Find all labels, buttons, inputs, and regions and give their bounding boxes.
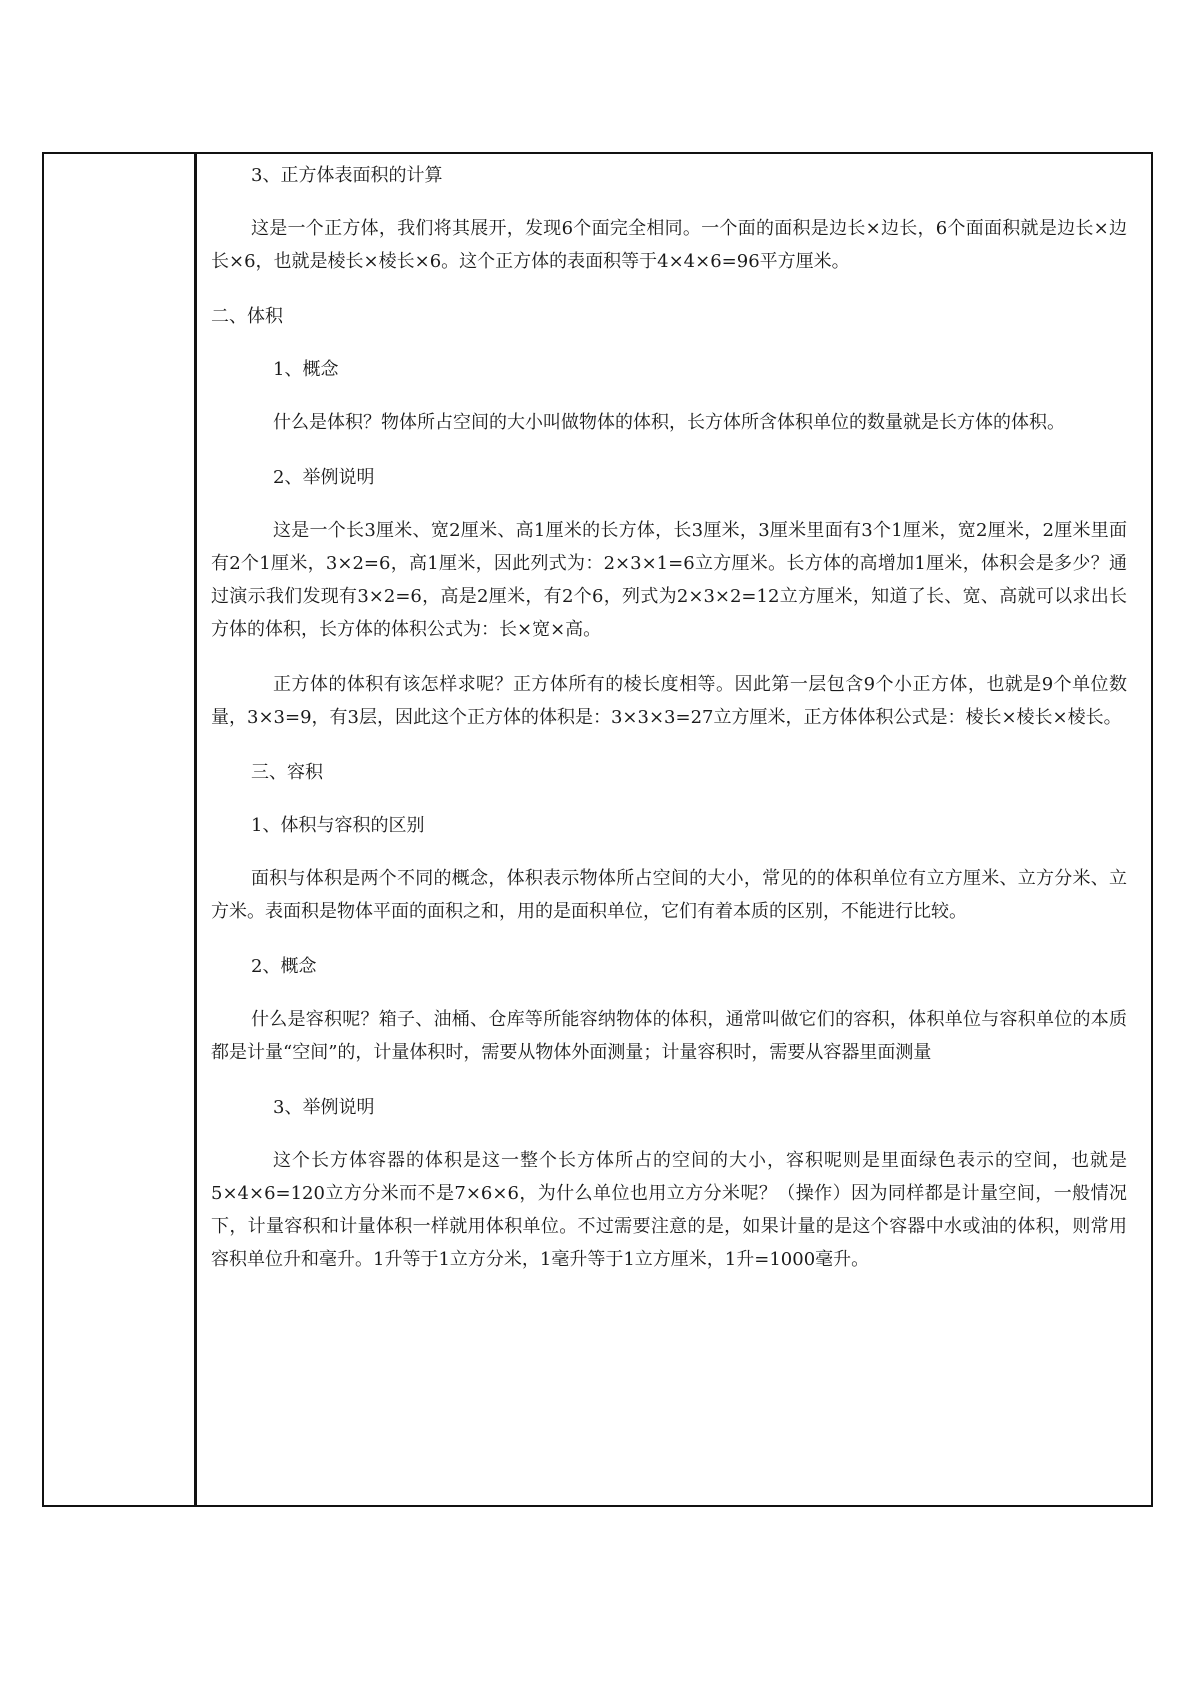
left-empty-cell: [43, 153, 196, 1506]
section-heading-volume: 二、体积: [211, 306, 283, 327]
paragraph-volume-vs-capacity: 面积与体积是两个不同的概念，体积表示物体所占空间的大小，常见的的体积单位有立方厘米、立方分米、立方米。表面积是物体平面的面积之和，用的是面积单位，它们有着本质的区别，不能进行比较。: [211, 868, 1127, 922]
subheading-cube-surface-area: 3、正方体表面积的计算: [251, 165, 443, 186]
subheading-volume-example: 2、举例说明: [273, 467, 375, 488]
subheading-volume-vs-capacity: 1、体积与容积的区别: [251, 815, 425, 836]
paragraph-capacity-concept: 什么是容积呢？箱子、油桶、仓库等所能容纳物体的体积，通常叫做它们的容积，体积单位与容积单位的本质都是计量“空间”的，计量体积时，需要从物体外面测量；计量容积时，需要从容器里面测量: [211, 1009, 1127, 1063]
subheading-capacity-concept: 2、概念: [251, 956, 317, 977]
paragraph-cuboid-volume-example: 这是一个长3厘米、宽2厘米、高1厘米的长方体，长3厘米，3厘米里面有3个1厘米，宽2厘米，2厘米里面有2个1厘米，3×2=6，高1厘米，因此列式为：2×3×1=6立方厘米。长方体的高增加1厘米，体积会是多少？通过演示我们发现有3×2=6，高是2厘米，有2个6，列式为2×3×2=12立方厘米，知道了长、宽、高就可以求出长方体的体积，长方体的体积公式为：长×宽×高。: [211, 520, 1127, 640]
paragraph-cube-surface-area: 这是一个正方体，我们将其展开，发现6个面完全相同。一个面的面积是边长×边长，6个面面积就是边长×边长×6，也就是棱长×棱长×6。这个正方体的表面积等于4×4×6=96平方厘米。: [211, 218, 1127, 272]
content-body: [197, 154, 1151, 1276]
paragraph-cube-volume-example: 正方体的体积有该怎样求呢？正方体所有的棱长度相等。因此第一层包含9个小正方体，也就是9个单位数量，3×3=9，有3层，因此这个正方体的体积是：3×3×3=27立方厘米，正方体体积公式是：棱长×棱长×棱长。: [211, 674, 1127, 728]
subheading-capacity-example: 3、举例说明: [273, 1097, 375, 1118]
table-row: [43, 153, 1152, 1506]
section-heading-capacity: 三、容积: [251, 762, 323, 783]
paragraph-volume-concept: 什么是体积？物体所占空间的大小叫做物体的体积，长方体所含体积单位的数量就是长方体的体积。: [273, 412, 1065, 433]
lesson-table: [42, 152, 1153, 1507]
paragraph-capacity-example: 这个长方体容器的体积是这一整个长方体所占的空间的大小，容积呢则是里面绿色表示的空间，也就是5×4×6=120立方分米而不是7×6×6，为什么单位也用立方分米呢？（操作）因为同样都是计量空间，一般情况下，计量容积和计量体积一样就用体积单位。不过需要注意的是，如果计量的是这个容器中水或油的体积，则常用容积单位升和毫升。1升等于1立方分米，1毫升等于1立方厘米，1升=1000毫升。: [211, 1150, 1127, 1270]
subheading-volume-concept: 1、概念: [273, 359, 339, 380]
content-cell: [196, 153, 1153, 1506]
